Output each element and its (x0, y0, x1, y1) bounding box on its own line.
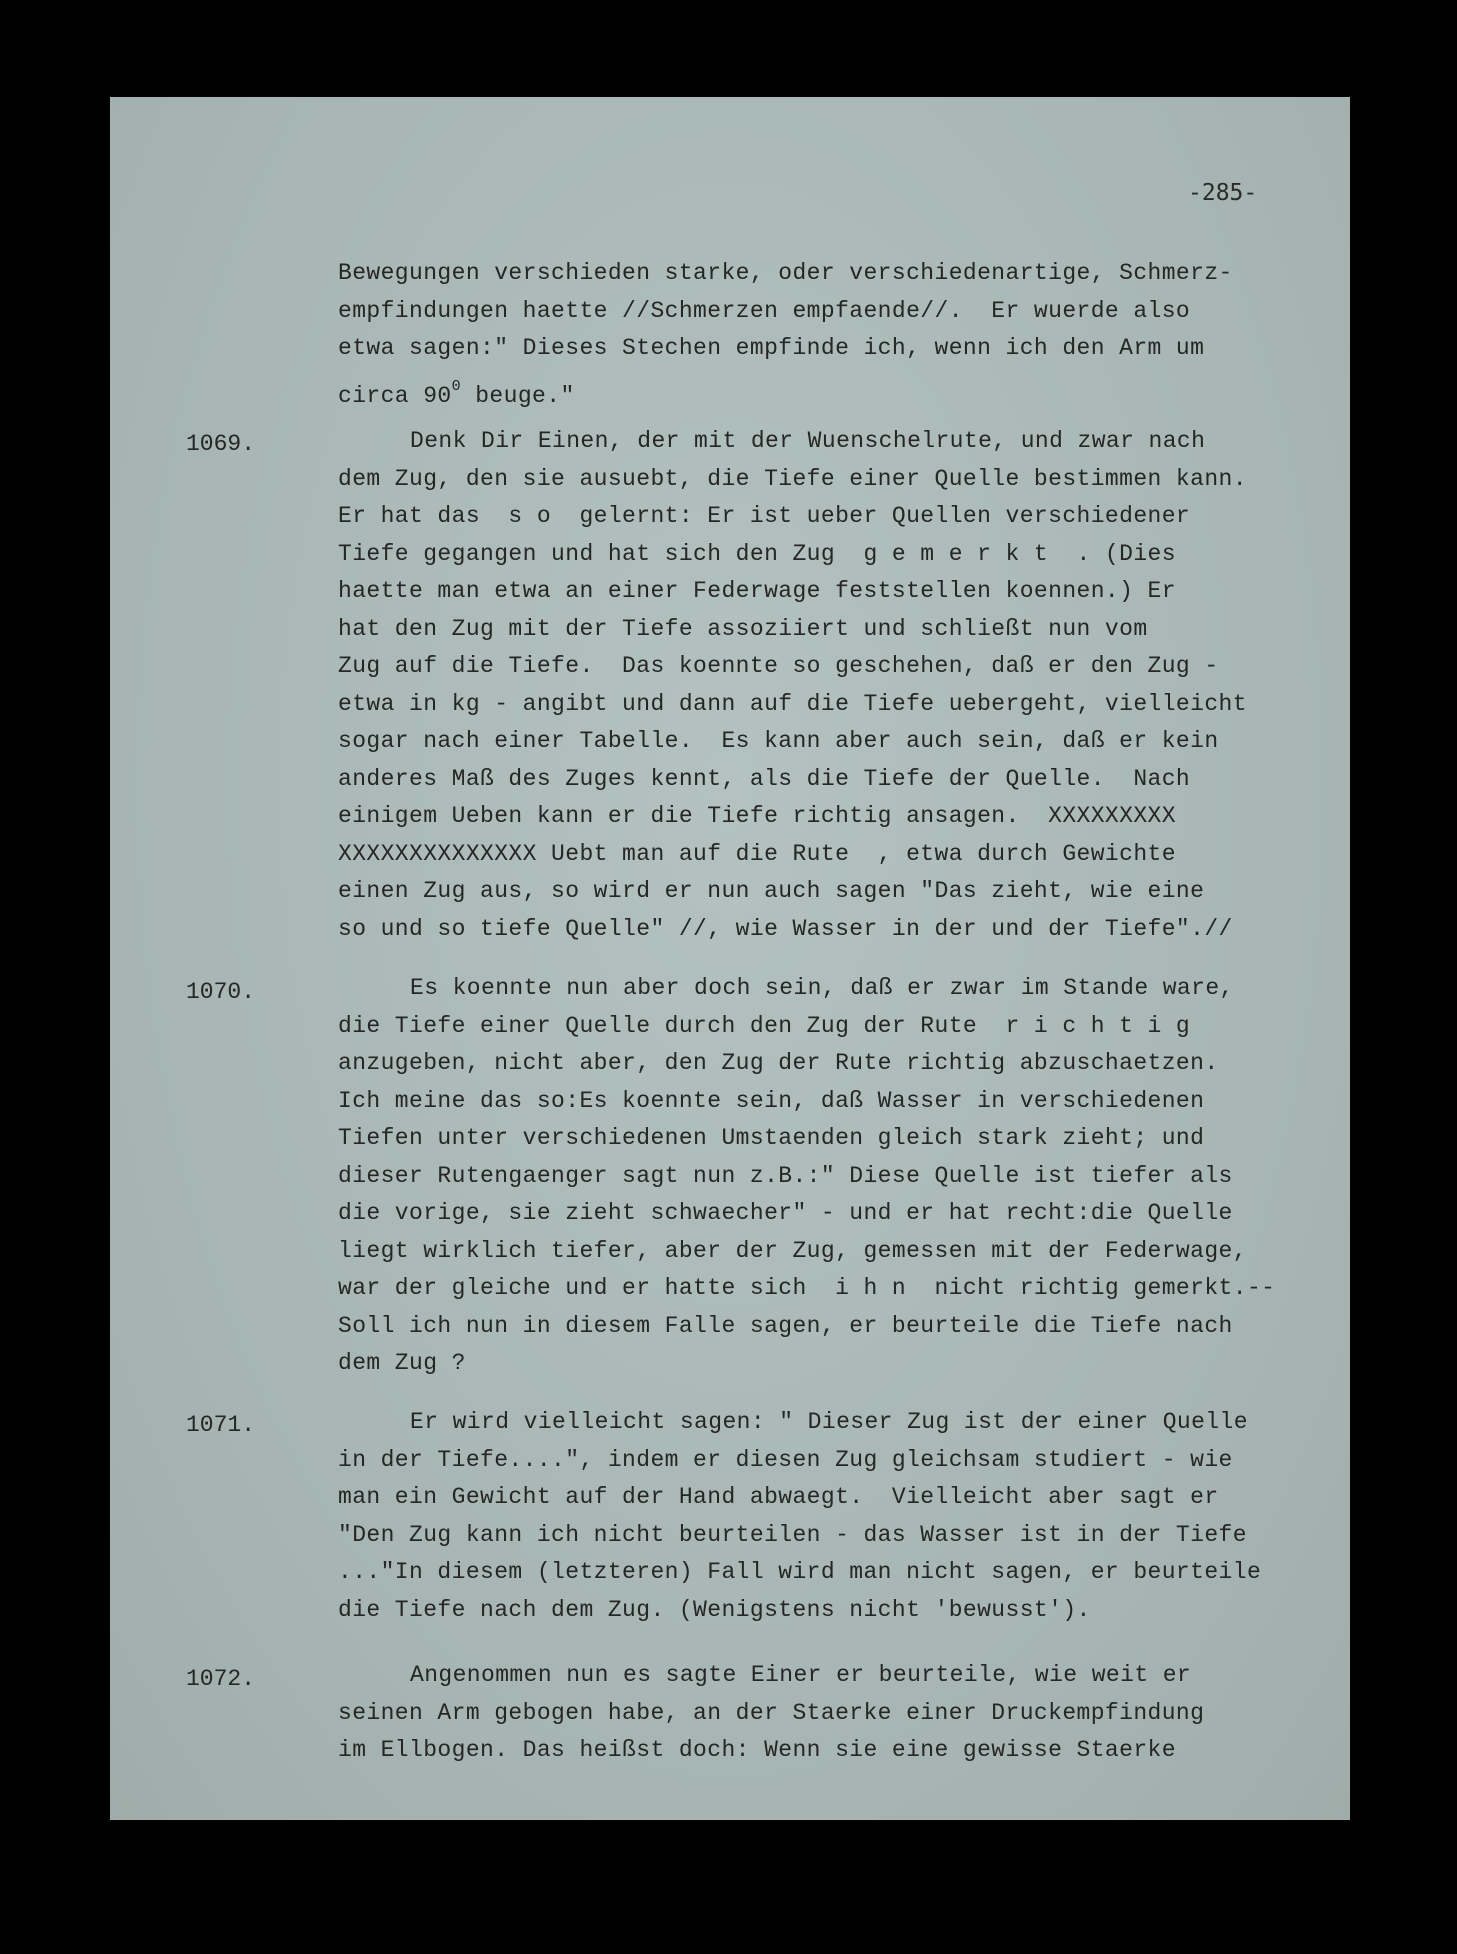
text-line: "Den Zug kann ich nicht beurteilen - das Wasser ist in der Tiefe (338, 1521, 1247, 1548)
text-line: sogar nach einer Tabelle. Es kann aber auch sein, daß er kein (338, 728, 1219, 754)
text-fragment: beuge." (461, 382, 575, 409)
text-line: Er hat das s o gelernt: Er ist ueber Quellen verschiedener (338, 503, 1191, 529)
text-line: dieser Rutengaenger sagt nun z.B.:" Diese Quelle ist tiefer als (338, 1162, 1233, 1189)
text-line: Tiefen unter verschiedenen Umstaenden gleich stark zieht; und (338, 1125, 1205, 1151)
text-line: hat den Zug mit der Tiefe assoziiert und schließt nun vom (338, 615, 1148, 642)
text-line: Bewegungen verschieden starke, oder verschiedenartige, Schmerz- (338, 260, 1233, 286)
section-number: 1071. (186, 1412, 256, 1438)
text-line: Angenommen nun es sagte Einer er beurteile, wie weit er (410, 1662, 1192, 1688)
text-line: liegt wirklich tiefer, aber der Zug, gemessen mit der Federwage, (338, 1237, 1247, 1264)
text-line: Soll ich nun in diesem Falle sagen, er beurteile die Tiefe nach (338, 1312, 1233, 1339)
text-line: Er wird vielleicht sagen: " Dieser Zug ist der einer Quelle (410, 1409, 1248, 1435)
text-line: haette man etwa an einer Federwage feststellen koennen.) Er (338, 578, 1176, 604)
text-line: etwa in kg - angibt und dann auf die Tiefe uebergeht, vielleicht (338, 690, 1247, 717)
section-1070-paragraph (338, 970, 1298, 1383)
intro-paragraph (338, 255, 1298, 415)
text-line: einigem Ueben kann er die Tiefe richtig ansagen. XXXXXXXXX (338, 803, 1176, 829)
text-line: so und so tiefe Quelle" //, wie Wasser in der und der Tiefe".// (338, 915, 1233, 942)
text-fragment: circa 90 (338, 382, 452, 409)
text-line: ..."In diesem (letzteren) Fall wird man nicht sagen, er beurteile (338, 1559, 1262, 1585)
section-number: 1072. (186, 1666, 256, 1692)
text-line: die Tiefe einer Quelle durch den Zug der Rute r i c h t i g (338, 1012, 1191, 1039)
text-line: die vorige, sie zieht schwaecher" - und er hat recht:die Quelle (338, 1200, 1233, 1226)
text-line: dem Zug, den sie ausuebt, die Tiefe einer Quelle bestimmen kann. (338, 465, 1247, 492)
text-line: anderes Maß des Zuges kennt, als die Tiefe der Quelle. Nach (338, 765, 1191, 792)
text-line: Es koennte nun aber doch sein, daß er zwar im Stande ware, (410, 975, 1234, 1001)
text-line: im Ellbogen. Das heißst doch: Wenn sie eine gewisse Staerke (338, 1737, 1176, 1763)
page-number: -285- (1188, 180, 1258, 206)
section-1072-paragraph (338, 1657, 1298, 1770)
text-line: man ein Gewicht auf der Hand abwaegt. Vielleicht aber sagt er (338, 1484, 1219, 1510)
text-line: seinen Arm gebogen habe, an der Staerke einer Druckempfindung (338, 1699, 1205, 1726)
section-number: 1069. (186, 431, 256, 457)
text-line: einen Zug aus, so wird er nun auch sagen "Das zieht, wie eine (338, 878, 1205, 904)
text-line: die Tiefe nach dem Zug. (Wenigstens nicht 'bewusst'). (338, 1596, 1091, 1623)
text-line: Denk Dir Einen, der mit der Wuenschelrute, und zwar nach (410, 428, 1206, 454)
text-line: Tiefe gegangen und hat sich den Zug g e m e r k t . (Dies (338, 540, 1176, 567)
section-number: 1070. (186, 979, 256, 1005)
text-line: anzugeben, nicht aber, den Zug der Rute richtig abzuschaetzen. (338, 1050, 1219, 1076)
section-1071-paragraph (338, 1404, 1298, 1629)
text-line: war der gleiche und er hatte sich i h n nicht richtig gemerkt.-- (338, 1275, 1276, 1301)
text-line: XXXXXXXXXXXXXX Uebt man auf die Rute , etwa durch Gewichte (338, 840, 1176, 867)
superscript: 0 (451, 377, 462, 395)
text-line (338, 368, 1298, 416)
text-line: in der Tiefe....", indem er diesen Zug gleichsam studiert - wie (338, 1446, 1233, 1473)
text-line: etwa sagen:" Dieses Stechen empfinde ich, wenn ich den Arm um (338, 335, 1205, 361)
text-line: empfindungen haette //Schmerzen empfaende//. Er wuerde also (338, 297, 1191, 324)
section-1069-paragraph (338, 423, 1298, 948)
text-line: Ich meine das so:Es koennte sein, daß Wasser in verschiedenen (338, 1087, 1205, 1114)
text-line: Zug auf die Tiefe. Das koennte so geschehen, daß er den Zug - (338, 653, 1219, 679)
text-line: dem Zug ? (338, 1350, 466, 1376)
